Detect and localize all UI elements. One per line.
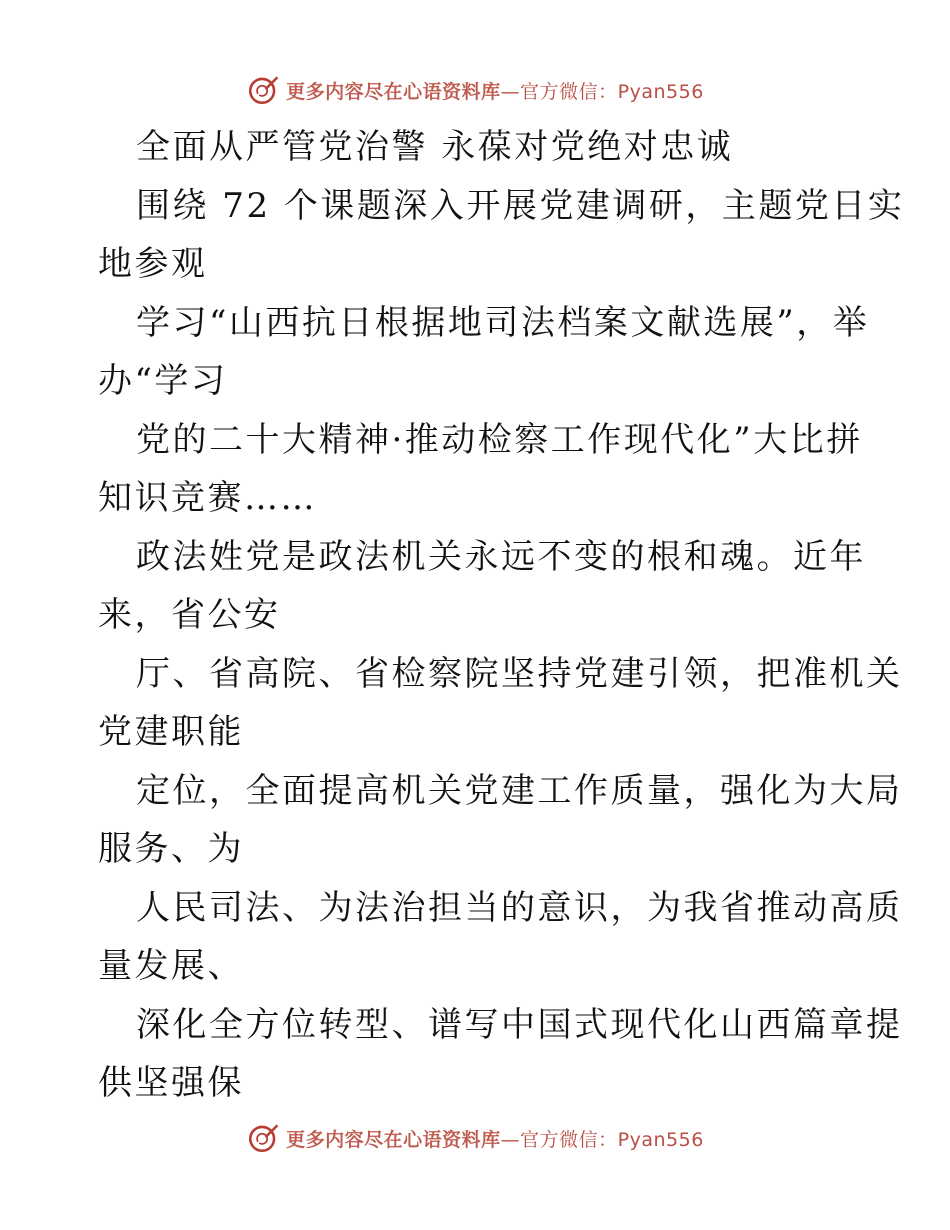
pen-logo-icon (246, 1121, 280, 1155)
text-line: 办“学习 (98, 361, 228, 401)
text-line: 地参观 (98, 244, 208, 284)
header-banner-text: 更多内容尽在心语资料库—官方微信：Pyan556 (286, 80, 704, 103)
text-line: 学习“山西抗日根据地司法档案文献选展”，举 (136, 302, 870, 343)
document-heading: 全面从严管党治警 永葆对党绝对忠诚 (136, 127, 734, 167)
document-body (98, 118, 905, 1113)
header-banner (0, 70, 950, 110)
pen-logo-icon (246, 73, 280, 107)
text-line: 供坚强保 (98, 1063, 244, 1103)
text-line: 围绕 72 个课题深入开展党建调研，主题党日实 (136, 185, 905, 226)
text-line: 服务、为 (98, 829, 244, 869)
text-line: 人民司法、为法治担当的意识，为我省推动高质 (136, 887, 903, 928)
footer-banner-text: 更多内容尽在心语资料库—官方微信：Pyan556 (286, 1128, 704, 1151)
text-line: 党的二十大精神·推动检察工作现代化”大比拼 (136, 419, 863, 460)
text-line: 量发展、 (98, 946, 244, 986)
footer-banner (0, 1118, 950, 1158)
text-line: 深化全方位转型、谱写中国式现代化山西篇章提 (136, 1004, 903, 1045)
text-line: 来，省公安 (98, 595, 281, 635)
text-line: 定位，全面提高机关党建工作质量，强化为大局 (136, 770, 903, 811)
text-line: 党建职能 (98, 712, 244, 752)
text-line: 政法姓党是政法机关永远不变的根和魂。近年 (136, 536, 866, 577)
text-line: 厅、省高院、省检察院坚持党建引领，把准机关 (136, 653, 903, 694)
text-line: 知识竞赛…… (98, 478, 317, 518)
